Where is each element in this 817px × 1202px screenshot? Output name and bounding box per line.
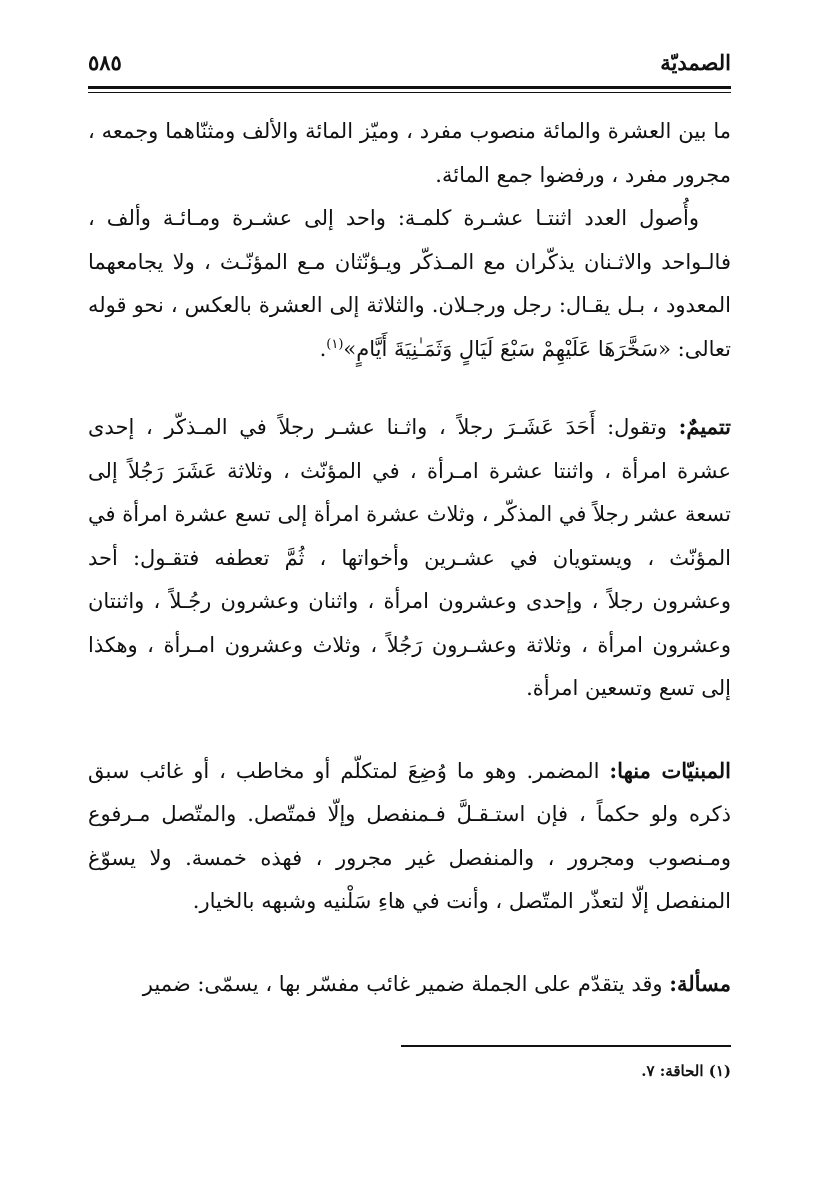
header-rule <box>88 86 731 89</box>
paragraph-2 <box>88 197 731 371</box>
paragraph-5 <box>88 962 731 1007</box>
paragraph-1: ما بين العشرة والمائة منصوب مفرد ، وميّز المائة والألف ومثنّاهما وجمعه ، مجرور مفرد ، ورفضوا جمع المائة. <box>88 119 731 187</box>
paragraph-3 <box>88 405 731 711</box>
paragraph-4 <box>88 749 731 924</box>
paragraph-2-end: . <box>319 336 327 361</box>
section-gap <box>88 924 731 962</box>
section-heading-masala: مسألة: <box>669 970 731 996</box>
section-heading-mabniyyat: المبنيّات منها: <box>609 757 731 783</box>
paragraph-2-text: وأُصول العدد اثنتـا عشـرة كلمـة: واحد إلى عشـرة ومـائـة وألف ، فالـواحد والاثـنان يذكّران مع المـذكّر ويـؤنّثان مـع المؤنّـث ، ولا يجامعهما المعدود ، بـل يقـال: رجل ورجـلان. والثلاثة إلى العشرة بالعكس ، نحو قوله تعالى: «سَخَّرَهَا عَلَيْهِمْ سَبْعَ لَيَالٍ وَثَمَـٰنِيَةَ أَيَّامٍ» <box>88 206 731 361</box>
footnote-marker[interactable]: (١) <box>326 336 344 352</box>
section-gap <box>88 371 731 405</box>
paragraph-4-text: المضمر. وهو ما وُضِعَ لمتكلّم أو مخاطب ، أو غائب سبق ذكره ولو حكماً ، فإن استـقـلَّ فـمنفصل وإلّا فمتّصل. والمتّصل مـرفوع ومـنصوب ومجرور ، والمنفصل غير مجرور ، فهذه خمسة. ولا يسوّغ المنفصل إلّا لتعذّر المتّصل ، وأنت في هاءِ سَلْنيه وشبهه بالخيار. <box>88 758 731 913</box>
paragraph-5-text: وقد يتقدّم على الجملة ضمير غائب مفسّر بها ، يسمّى: ضمير <box>142 971 670 996</box>
main-text <box>88 110 731 1006</box>
header-rule-thin <box>88 92 731 93</box>
paragraph-3-text: وتقول: أَحَدَ عَشَـرَ رجلاً ، واثـنا عشـر رجلاً في المـذكّر ، إحدى عشرة امرأة ، واثنتا عشرة امـرأة ، في المؤنّث ، وثلاثة عَشَرَ رَجُلاً إلى تسعة عشر رجلاً في المذكّر ، وثلاث عشرة امرأة إلى تسع عشرة امرأة في المؤنّث ، ويستويان في عشـرين وأخواتها ، ثُمَّ تعطفه فتقـول: أحد وعشرون رجلاً ، وإحدى وعشرون امرأة ، واثنان وعشرون رجُـلاً ، واثنتان وعشرون امرأة ، وثلاثة وعشـرون رَجُلاً ، وثلاث وعشرون امـرأة ، وهكذا إلى تسع وتسعين امرأة. <box>88 415 731 700</box>
footnote-rule <box>401 1045 731 1047</box>
section-heading-tatmim: تتميمٌ: <box>678 414 731 439</box>
footnote: (١) الحاقة: ٧. <box>641 1062 731 1080</box>
running-header <box>88 46 731 80</box>
section-gap <box>88 711 731 749</box>
header-title: الصمديّة <box>660 50 731 75</box>
page-number: ٥٨٥ <box>88 50 122 75</box>
